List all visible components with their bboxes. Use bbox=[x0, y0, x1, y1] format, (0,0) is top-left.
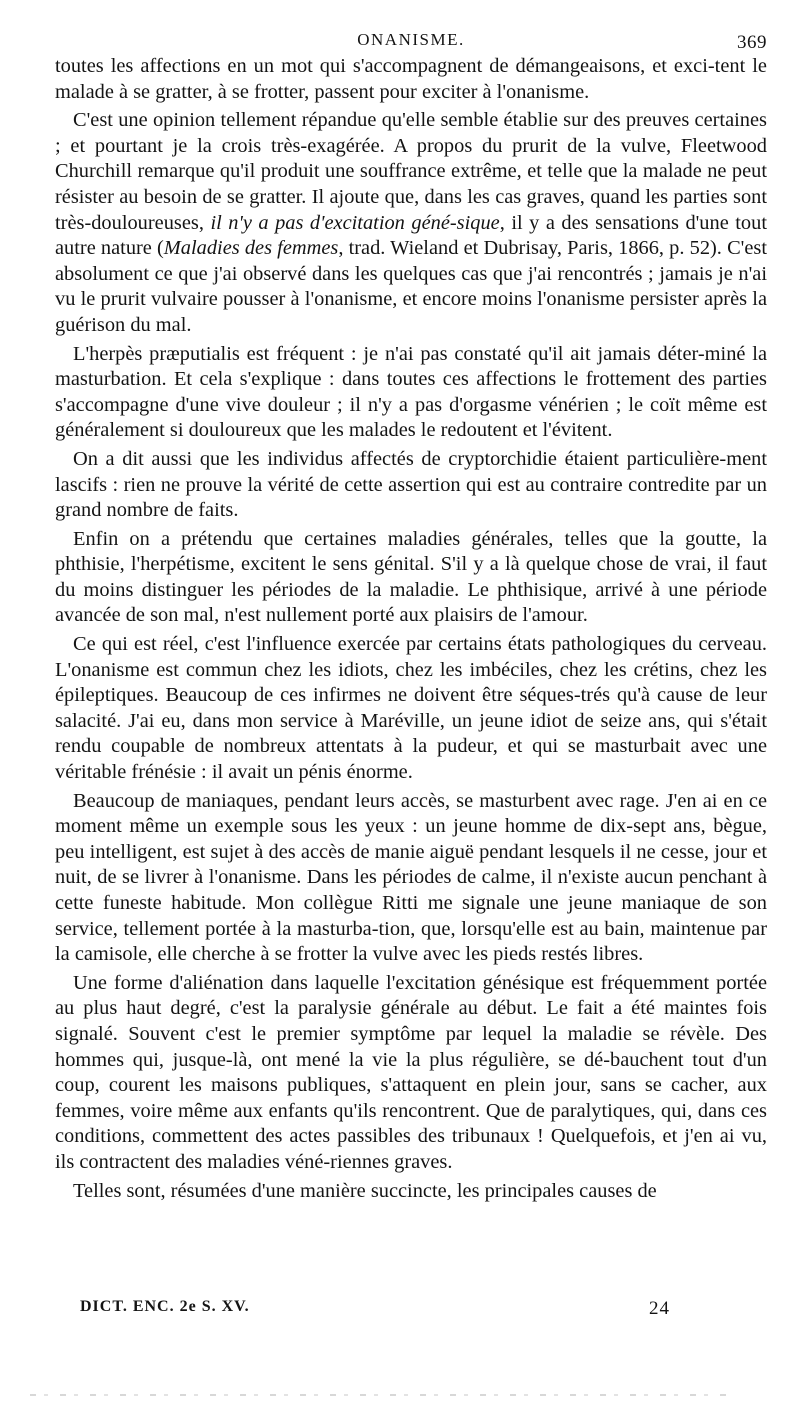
paragraph-text: Une forme d'aliénation dans laquelle l'excitation génésique est fréquemment portée au plus haut degré, c'est la paralysie générale au début. Le fait a été maintes fois signalé. Souvent c'est le premier symptôme par lequel la maladie se révèle. Des hommes qui, jusque-là, ont mené la vie la plus régulière, se dé-bauchent tout d'un coup, courent les maisons publiques, s'attaquent en plein jour, sans se cacher, aux femmes, voire même aux enfants qu'ils rencontrent. Que de paralytiques, qui, dans ces conditions, commettent des actes passibles des tribunaux ! Quelquefois, et j'en ai vu, ils contractent des maladies véné-riennes graves. bbox=[55, 971, 767, 1173]
paragraph-text: , il y a des sensations d'une tout autre nature ( bbox=[55, 211, 767, 260]
paragraph bbox=[55, 447, 767, 524]
running-head bbox=[55, 28, 767, 54]
sheet-number: 24 bbox=[649, 1298, 670, 1319]
paragraph-text: On a dit aussi que les individus affectés de cryptorchidie étaient particulière-ment lascifs : rien ne prouve la vérité de cette assertion qui est au contraire contredite par un grand nombre de faits. bbox=[55, 447, 767, 522]
paragraph-text: Beaucoup de maniaques, pendant leurs accès, se masturbent avec rage. J'en ai en ce moment même un exemple sous les yeux : un jeune homme de dix-sept ans, bègue, peu intelligent, est sujet à des accès de manie aiguë pendant lesquels il ne cesse, jour et nuit, de se livrer à l'onanisme. Dans les périodes de calme, il n'existe aucun penchant à cette funeste habitude. Mon collègue Ritti me signale une jeune maniaque de son service, tellement portée à la masturba-tion, que, lorsqu'elle est au bain, maintenue par la camisole, elle cherche à se frotter la vulve avec les pieds restés libres. bbox=[55, 789, 767, 966]
paragraph bbox=[55, 971, 767, 1176]
paragraph bbox=[55, 54, 767, 105]
signature-mark: DICT. ENC. 2e S. XV. bbox=[80, 1298, 250, 1315]
italic-text: il n'y a pas d'excitation géné-sique bbox=[210, 211, 500, 234]
paragraph bbox=[55, 342, 767, 444]
paragraph bbox=[55, 527, 767, 629]
paragraph-text: toutes les affections en un mot qui s'accompagnent de démangeaisons, et exci-tent le malade à se gratter, à se frotter, passent pour exciter à l'onanisme. bbox=[55, 55, 767, 103]
paragraph-text: L'herpès præputialis est fréquent : je n'ai pas constaté qu'il ait jamais déter-miné la masturbation. Et cela s'explique : dans toutes ces affections le frottement des parties s'accompagne d'une vive douleur ; il n'y a pas d'orgasme vénérien ; le coït même est généralement si douloureux que les malades le redoutent et l'évitent. bbox=[55, 342, 767, 442]
book-page bbox=[55, 28, 767, 1204]
paragraph-text: Enfin on a prétendu que certaines maladies générales, telles que la goutte, la phthisie, l'herpétisme, excitent le sens génital. S'il y a là quelque chose de vrai, il faut du moins distinguer les périodes de la maladie. Le phthisique, arrivé à une période avancée de son mal, n'est nullement porté aux plaisirs de l'amour. bbox=[55, 527, 767, 627]
paragraph bbox=[55, 632, 767, 786]
paragraph bbox=[55, 789, 767, 968]
scan-artifact-line bbox=[30, 1394, 730, 1396]
paragraph-text: , trad. Wieland et Dubrisay, Paris, 1866, p. 52). C'est absolument ce que j'ai observé dans les quelques cas que j'ai rencontrés ; jamais je n'ai vu le prurit vulvaire pousser à l'onanisme, et encore moins l'onanisme persister après la guérison du mal. bbox=[55, 237, 767, 336]
page-footer bbox=[80, 1296, 680, 1326]
paragraph-text: Ce qui est réel, c'est l'influence exercée par certains états pathologiques du cerveau. L'onanisme est commun chez les idiots, chez les imbéciles, chez les crétins, chez les épileptiques. Beaucoup de ces infirmes ne doivent être séques-trés qu'à cause de leur salacité. J'ai eu, dans mon service à Maréville, un jeune idiot de seize ans, qui s'était rendu coupable de nombreux attentats à la pudeur, et qui se masturbait avec une véritable frénésie : il avait un pénis énorme. bbox=[55, 633, 767, 784]
running-title: ONANISME. bbox=[357, 30, 465, 49]
paragraph bbox=[55, 1179, 767, 1205]
body-text bbox=[55, 54, 767, 1204]
italic-text: Maladies des femmes bbox=[163, 237, 339, 260]
paragraph-text: C'est une opinion tellement répandue qu'elle semble établie sur des preuves certaines ; et pourtant je la crois très-exagérée. A propos du prurit de la vulve, Fleetwood Churchill remarque qu'il produit une souffrance extrême, et telle que la malade ne peut résister au besoin de se gratter. Il ajoute que, dans les cas graves, quand les parties sont très-douloureuses, bbox=[55, 109, 767, 234]
page-number: 369 bbox=[737, 32, 767, 53]
paragraph-text: Telles sont, résumées d'une manière succincte, les principales causes de bbox=[73, 1179, 657, 1202]
paragraph bbox=[55, 108, 767, 338]
